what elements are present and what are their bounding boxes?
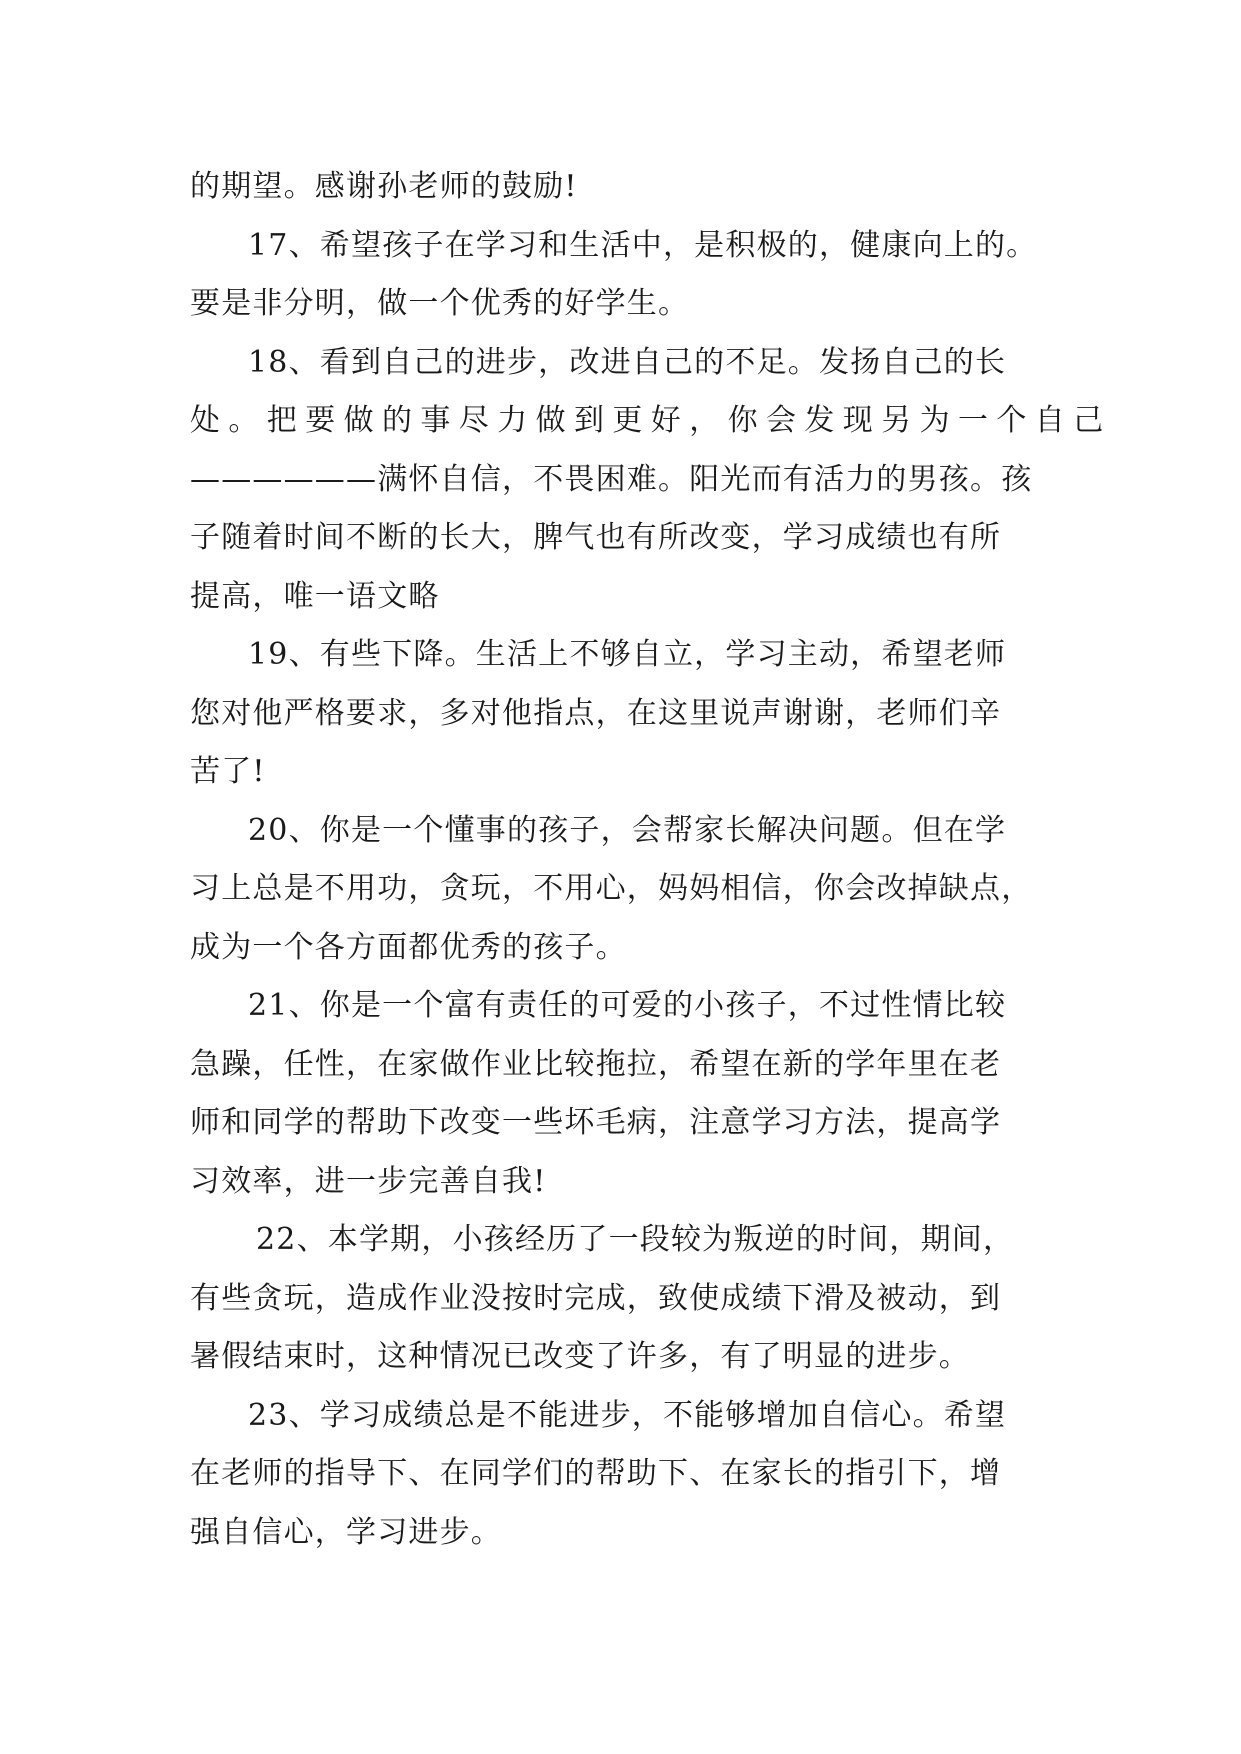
text-line-item-21: 21、你是一个富有责任的可爱的小孩子，不过性情比较 (248, 988, 1007, 1023)
text-line: 子随着时间不断的长大，脾气也有所改变，学习成绩也有所 (190, 520, 1002, 555)
text-line: ——————满怀自信，不畏困难。阳光而有活力的男孩。孩 (190, 461, 1033, 497)
text-line: 要是非分明，做一个优秀的好学生。 (190, 286, 690, 321)
document-body (190, 158, 1112, 1562)
text-line: 习效率，进一步完善自我! (190, 1163, 547, 1199)
text-line-item-22: 22、本学期，小孩经历了一段较为叛逆的时间，期间， (256, 1222, 1015, 1257)
text-line: 强自信心，学习进步。 (190, 1514, 502, 1550)
text-line: 您对他严格要求，多对他指点，在这里说声谢谢，老师们辛 (190, 695, 1002, 731)
text-line: 成为一个各方面都优秀的孩子。 (190, 929, 627, 965)
text-line: 在老师的指导下、在同学们的帮助下、在家长的指引下，增 (190, 1456, 1002, 1491)
text-line-item-18: 18、看到自己的进步，改进自己的不足。发扬自己的长 (248, 344, 1007, 380)
text-line-item-17: 17、希望孩子在学习和生活中，是积极的，健康向上的。 (248, 227, 1038, 263)
text-line: 师和同学的帮助下改变一些坏毛病，注意学习方法，提高学 (190, 1105, 1002, 1140)
text-line: 苦了! (190, 754, 266, 789)
text-line: 习上总是不用功，贪玩，不用心，妈妈相信，你会改掉缺点， (190, 871, 1033, 906)
text-line-item-20: 20、你是一个懂事的孩子，会帮家长解决问题。但在学 (248, 812, 1007, 848)
text-line: 的期望。感谢孙老师的鼓励! (190, 169, 578, 204)
text-line-item-19: 19、有些下降。生活上不够自立，学习主动，希望老师 (248, 637, 1007, 672)
text-line: 提高，唯一语文略 (190, 578, 440, 614)
text-line: 暑假结束时，这种情况已改变了许多，有了明显的进步。 (190, 1339, 970, 1374)
text-line-item-23: 23、学习成绩总是不能进步，不能够增加自信心。希望 (248, 1397, 1007, 1433)
text-line: 有些贪玩，造成作业没按时完成，致使成绩下滑及被动，到 (190, 1280, 1002, 1316)
text-line: 处。把要做的事尽力做到更好，你会发现另为一个自己 (190, 403, 1112, 438)
text-line: 急躁，任性，在家做作业比较拖拉，希望在新的学年里在老 (190, 1046, 1002, 1082)
